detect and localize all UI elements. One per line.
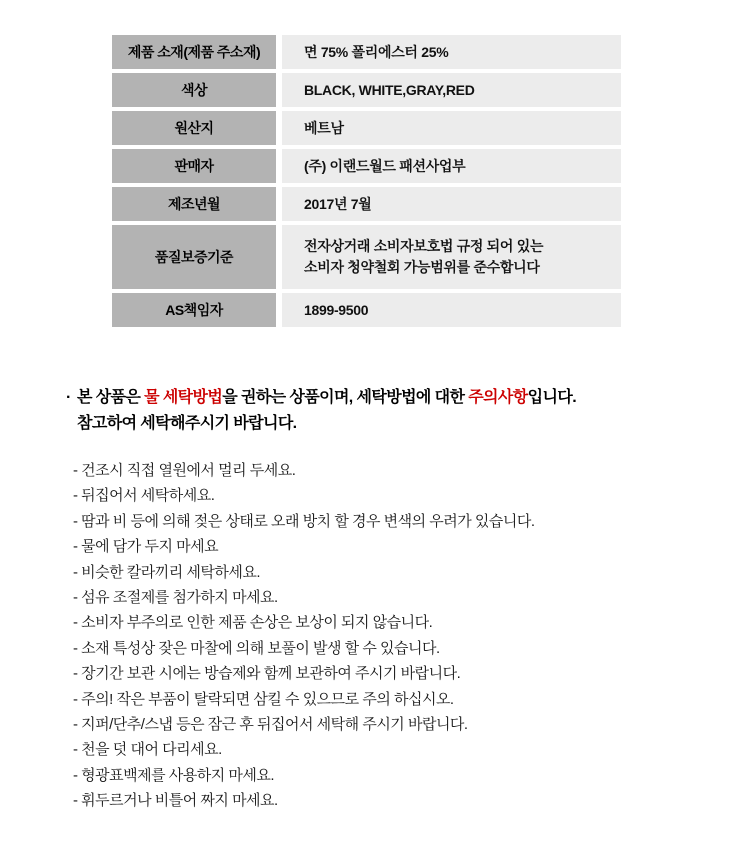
- care-instruction-item: - 비슷한 칼라끼리 세탁하세요.: [73, 563, 261, 581]
- table-row-material: [112, 35, 621, 69]
- care-instruction-item: - 주의! 작은 부품이 탈락되면 삼킬 수 있으므로 주의 하십시오.: [73, 690, 454, 708]
- notice-line-2: 참고하여 세탁해주시기 바랍니다.: [77, 415, 297, 432]
- value-line: 전자상거래 소비자보호법 규정 되어 있는: [304, 238, 544, 254]
- row-value: [282, 225, 621, 289]
- value-line: 소비자 청약철회 가능범위를 준수합니다: [304, 259, 540, 275]
- table-row-origin: [112, 111, 621, 145]
- washing-notice: [66, 385, 576, 437]
- row-label: 제품 소재(제품 주소재): [112, 35, 276, 69]
- notice-text: [77, 385, 576, 437]
- row-value: 면 75% 폴리에스터 25%: [282, 35, 621, 69]
- table-row-seller: [112, 149, 621, 183]
- row-label: 판매자: [112, 149, 276, 183]
- table-row-manufacture-date: [112, 187, 621, 221]
- care-instructions-list: [73, 458, 535, 814]
- row-value: BLACK, WHITE,GRAY,RED: [282, 73, 621, 107]
- notice-segment: 본 상품은: [77, 389, 145, 406]
- care-instruction-item: - 건조시 직접 열원에서 멀리 두세요.: [73, 462, 296, 479]
- table-row-color: [112, 73, 621, 107]
- care-instruction-item: - 섬유 조절제를 첨가하지 마세요.: [73, 589, 278, 607]
- notice-segment-highlight: 물 세탁방법: [144, 389, 223, 406]
- care-instruction-item: - 천을 덧 대어 다리세요.: [73, 741, 222, 759]
- care-instruction-item: - 장기간 보관 시에는 방습제와 함께 보관하여 주시기 바랍니다.: [73, 665, 461, 683]
- row-value: (주) 이랜드월드 패션사업부: [282, 149, 621, 183]
- row-label: 원산지: [112, 111, 276, 145]
- notice-line-1: [77, 385, 576, 411]
- care-instruction-item: - 형광표백제를 사용하지 마세요.: [73, 766, 275, 784]
- care-instruction-item: - 소재 특성상 잦은 마찰에 의해 보풀이 발생 할 수 있습니다.: [73, 639, 440, 657]
- row-value: 1899-9500: [282, 293, 621, 327]
- row-label: AS책임자: [112, 293, 276, 327]
- care-instruction-item: - 휘두르거나 비틀어 짜지 마세요.: [73, 792, 278, 810]
- notice-segment: 입니다.: [527, 389, 577, 406]
- row-value: 베트남: [282, 111, 621, 145]
- care-instruction-item: - 땀과 비 등에 의해 젖은 상태로 오래 방치 할 경우 변색의 우려가 있습니다.: [73, 512, 535, 530]
- care-instruction-item: - 지퍼/단추/스냅 등은 잠근 후 뒤집어서 세탁해 주시기 바랍니다.: [73, 716, 468, 734]
- table-row-as-contact: [112, 293, 621, 327]
- notice-bullet: ·: [66, 389, 71, 406]
- care-instruction-item: - 소비자 부주의로 인한 제품 손상은 보상이 되지 않습니다.: [73, 614, 433, 632]
- table-row-quality-guarantee: [112, 225, 621, 289]
- row-label: 제조년월: [112, 187, 276, 221]
- row-value: 2017년 7월: [282, 187, 621, 221]
- notice-segment-highlight: 주의사항: [468, 389, 528, 406]
- product-spec-table: [112, 35, 621, 331]
- notice-segment: 을 권하는 상품이며, 세탁방법에 대한: [222, 389, 469, 406]
- care-instruction-item: - 물에 담가 두지 마세요: [73, 538, 219, 556]
- row-label: 색상: [112, 73, 276, 107]
- care-instruction-item: - 뒤집어서 세탁하세요.: [73, 487, 215, 505]
- row-label: 품질보증기준: [112, 225, 276, 289]
